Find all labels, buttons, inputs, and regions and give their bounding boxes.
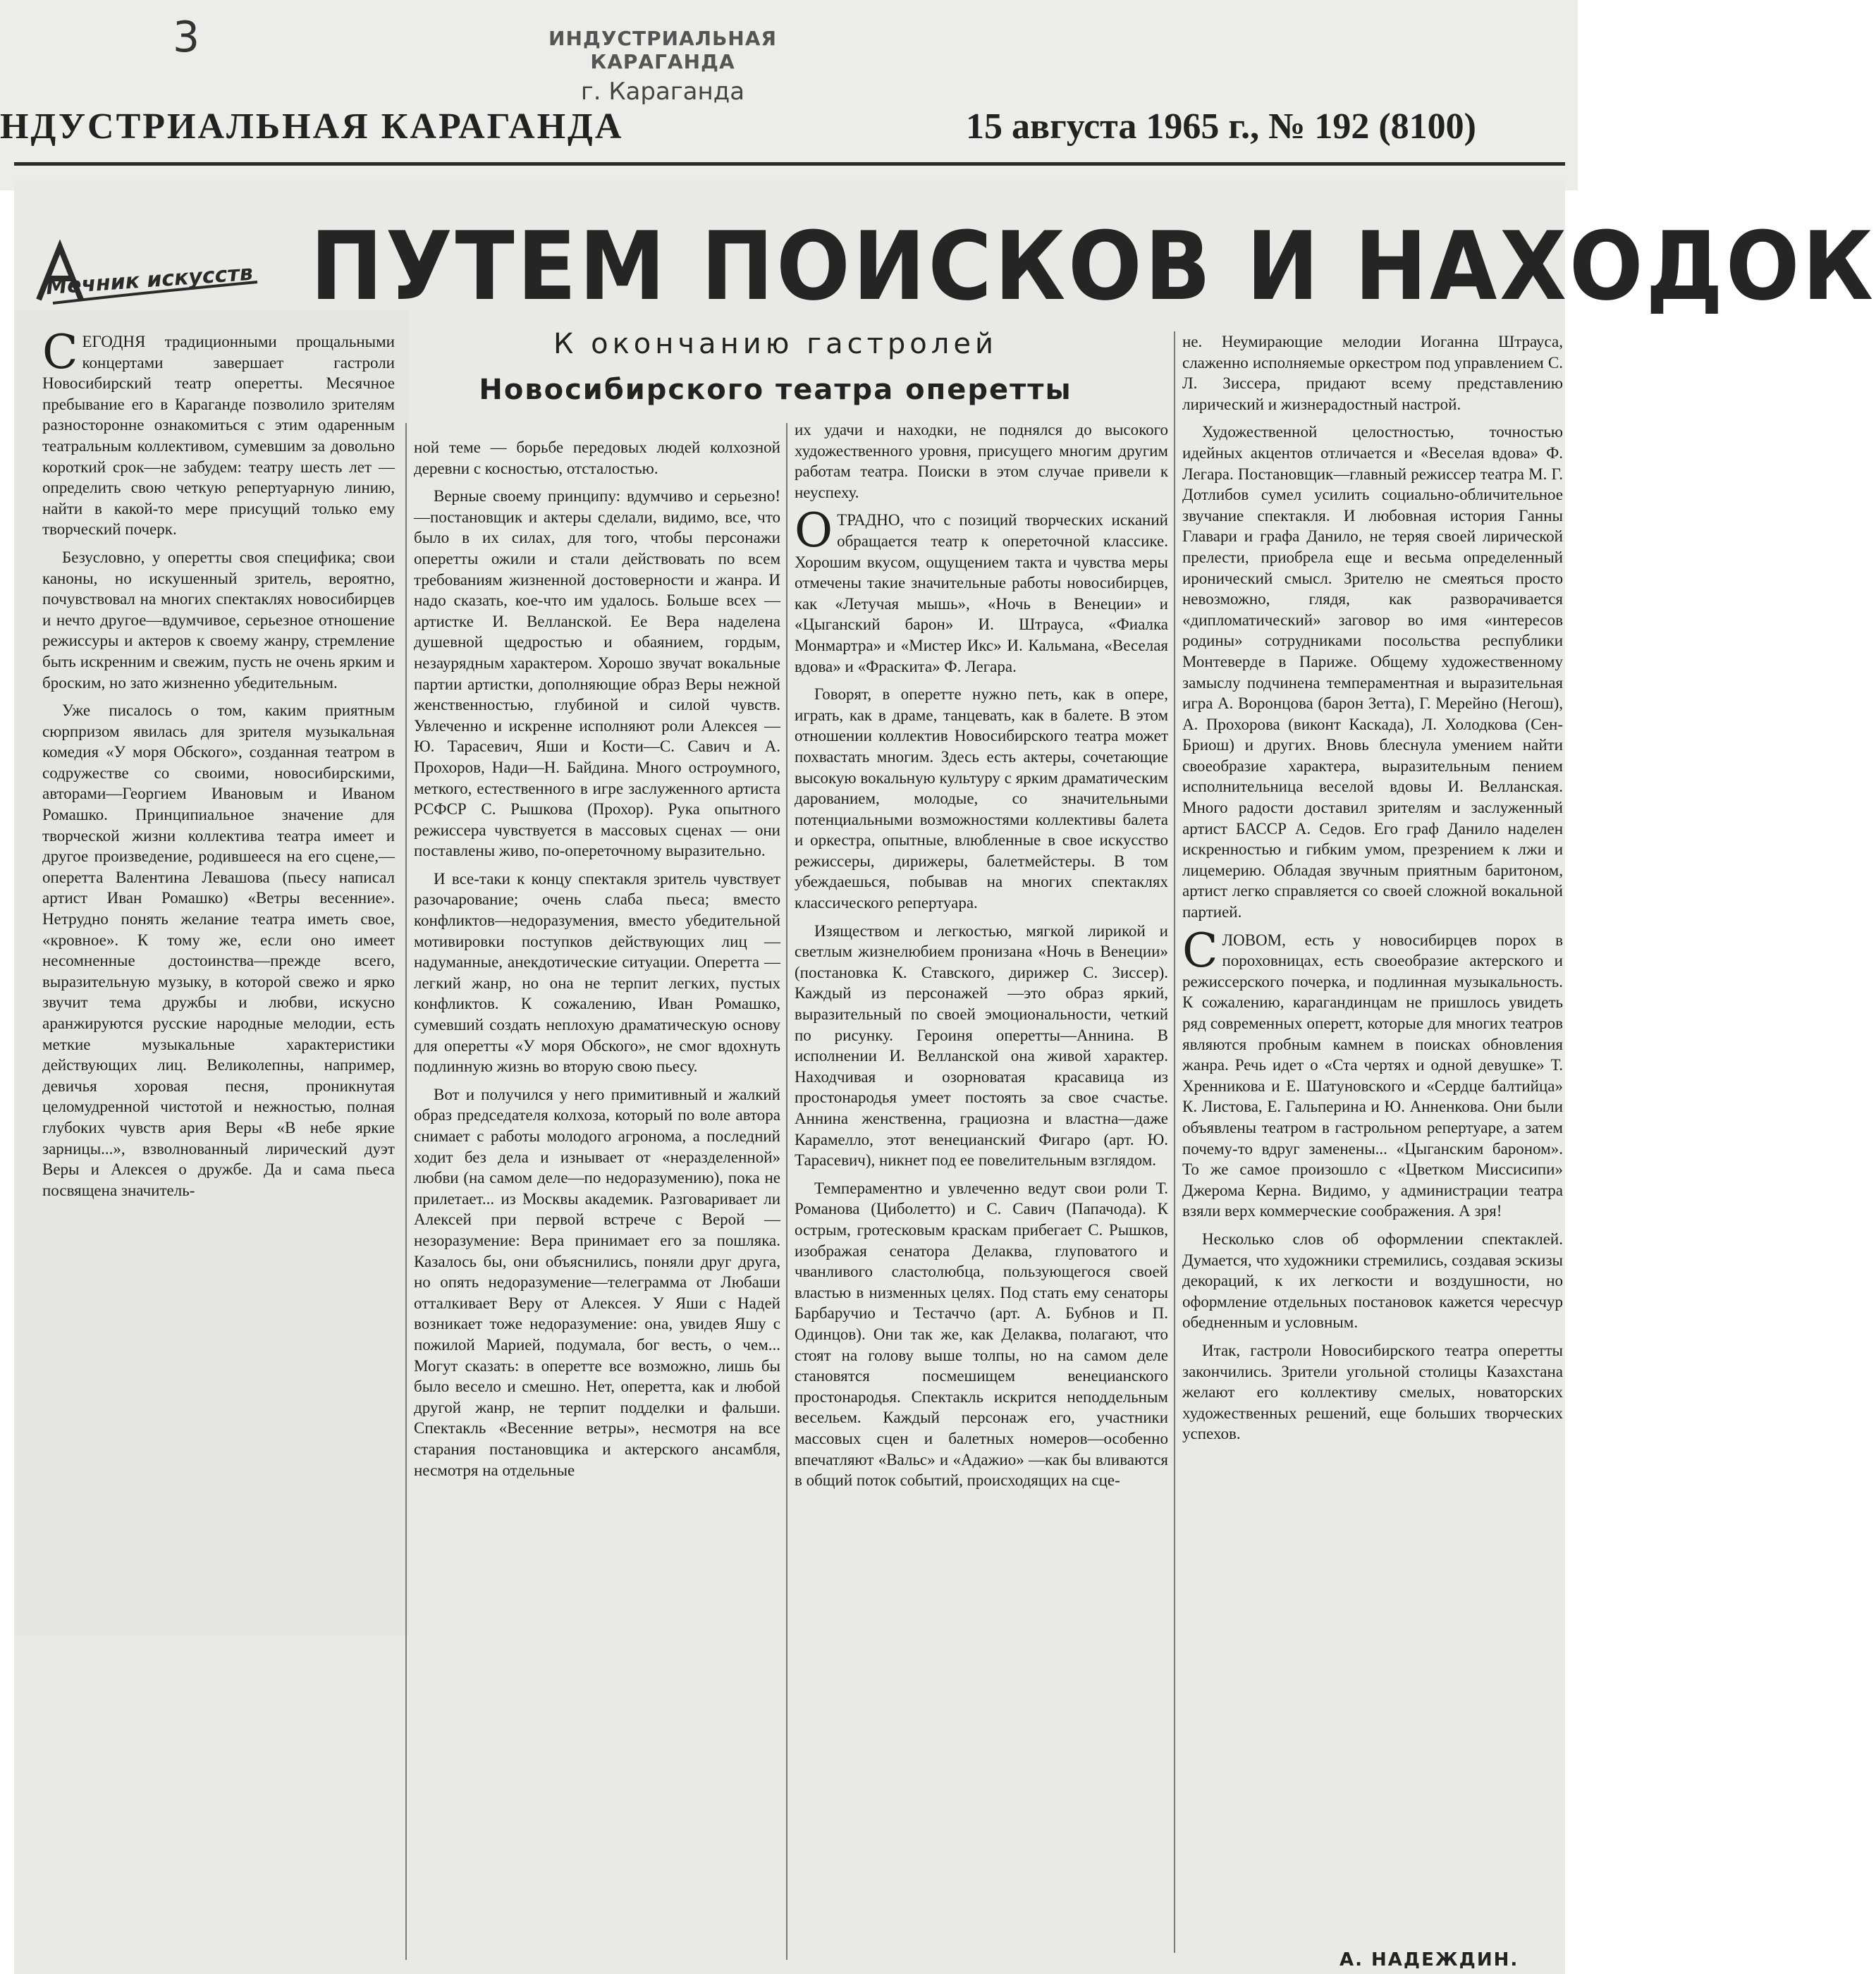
paragraph: Художественной целостностью, точностью идейных акцентов отличается и «Веселая вдова» Ф. Легара. Постановщик—главный режиссер театра М. Г. Дотлибов сумел усилить социально-обличительное звучание спектакля. И любовная история Ганны Главари и графа Данило, не теряя своей лирической прелести, приобрела еще и весьма определенный иронический смысл. Зрителю не смеяться просто невозможно, глядя, как разворачивается «дипломатический» заговор во имя «интересов родины» сотрудниками посольства республики Монтеверде в Париже. Общему художественному замыслу подчинена темпераментная и выразительная игра А. Воронцова (барон Зетта), Г. Мерейно (Негош), А. Прохорова (виконт Каскада), Л. Холодкова (Сен-Бриош) и других. Вновь блеснула умением найти своеобразие характера, выразительным пением исполнительница веселой вдовы И. Велланская. Много радости доставил зрителям и заслуженный артист БАССР А. Седов. Его граф Данило наделен искренностью и гибким умом, презрением к лжи и лицемерию. Обладая звучным приятным баритоном, артист легко справляется со своей сложной вокальной партией. [1182,423,1563,921]
newspaper-masthead: НДУСТРИАЛЬНАЯ КАРАГАНДА [0,106,624,147]
paragraph: И все-таки к концу спектакля зритель чувствует разочарование; очень слаба пьеса; вместо конфликтов—недоразумения, вместо убедительной мотивировки поступков действующих лиц — надуманные, анекдотические ситуации. Оперетта — легкий жанр, но она не терпит легких, пустых конфликтов. К сожалению, Иван Ромашко, сумевший создать неплохую драматическую основу для оперетты «У моря Обского», не смог вдохнуть подлинную жизнь во вторую свою пьесу. [414,869,780,1076]
library-stamp [515,27,811,106]
paragraph: Темпераментно и увлеченно ведут свои роли Т. Романова (Циболетто) и С. Савич (Папачода). К острым, гротесковым краскам прибегает С. Рышков, изображая сенатора Делаква, глуповатого и чванливого сластолюбца, пользующегося своей властью в низменных целях. Под стать ему сенаторы Барбаручио и Тестаччо (арт. А. Бубнов и П. Одинцов). Они так же, как Делаква, полагают, что стоят на голову выше толпы, но на самом деле становятся посмешищем венецианского простонародья. Спектакль искрится неподдельным весельем. Каждый персонаж его, участники массовых сцен и балетных номеров—особенно впечатляют «Вальс» и «Адажио» —как бы вливаются в общий поток событий, происходящих на сце- [795,1179,1168,1490]
paragraph: Говорят, в оперетте нужно петь, как в опере, играть, как в драме, танцевать, как в балете. В этом отношении коллектив Новосибирского театра может похвастать многим. Здесь есть актеры, сочетающие высокую вокальную культуру с ярким драматическим дарованием, молодые, со значительными потенциальными возможностями коллективы балета и оркестра, опытные, влюбленные в свое искусство режиссеры, дирижеры, балетмейстеры. В том убеждаешься, побывав на многих спектаклях классического репертуара. [795,685,1168,912]
article-headline: ПУТЕМ ПОИСКОВ И НАХОДОК [310,212,1876,321]
article-column-3 [795,419,1168,1956]
paragraph: СЕГОДНЯ традиционными прощальными концертами завершает гастроли Новосибирский театр оперетты. Месячное пребывание его в Караганде позволило зрителям разносторонне ознакомиться с этим одаренным театральным коллективом, сумевшим за довольно короткий срок—не забудем: театру шесть лет — определить свою четкую репертуарную линию, найти в какой-то мере присущий только ему творческий почерк. [42,325,395,539]
article-column-1 [42,325,395,1516]
article-subtitle-line-2: Новосибирского театра оперетты [479,374,1072,406]
paragraph: Безусловно, у оперетты своя специфика; свои каноны, но искушенный зритель, вероятно, почувствовал на многих спектаклях новосибирцев и нечто другое—вдумчивое, серьезное отношение режиссуры и актеров к своему жанру, стремление быть искренним и свежим, пусть не очень ярким и броским, но зато жизненно убедительным. [42,548,395,692]
issue-dateline: 15 августа 1965 г., № 192 (8100) [966,106,1476,147]
stamp-line-1: ИНДУСТРИАЛЬНАЯ КАРАГАНДА [548,27,777,73]
rubric-label: Мечник искусств [45,260,254,300]
handwritten-page-number: 3 [173,13,200,62]
column-divider [405,423,407,1960]
paragraph: ной теме — борьбе передовых людей колхозной деревни с косностью, отсталостью. [414,439,780,477]
paragraph: Изяществом и легкостью, мягкой лирикой и светлым жизнелюбием пронизана «Ночь в Венеции» (постановка К. Ставского, дирижер С. Зиссер). Каждый из персонажей —это образ яркий, выразительный по своей эмоциональности, четкий по рисунку. Героиня оперетты—Аннина. В исполнении И. Велланской она живой характер. Находчивая и озорноватая красавица из простонародья умеет постоять за свое счастье. Аннина женственна, грациозна и властна—даже Карамелло, этот венецианский Фигаро (арт. Ю. Тарасевич), никнет под ее повелительным взглядом. [795,921,1168,1170]
drop-cap: С [42,325,78,379]
paragraph: Несколько слов об оформлении спектаклей. Думается, что художники стремились, создавая эскизы декораций, к их легкости и воздушности, но оформление отдельных постановок кажется чересчур обедненным и условным. [1182,1230,1563,1332]
article-column-4 [1182,331,1563,1911]
article-subtitle-line-1: К окончанию гастролей [553,328,998,360]
paragraph: Итак, гастроли Новосибирского театра оперетты закончились. Зрители угольной столицы Казахстана желают его коллективу смелых, новаторских художественных решений, еще больших творческих успехов. [1182,1341,1563,1443]
drop-cap: С [1182,923,1218,978]
paragraph: Вот и получился у него примитивный и жалкий образ председателя колхоза, который по воле автора снимает с работы молодого агронома, а последний ходит без дела и изнывает от «неразделенной» любви (на самом деле—по недоразумению), пока не прилетает... из Москвы академик. Разговаривает ли Алексей при первой встрече с Верой — незоразумение: Вера принимает его за пошляка. Казалось бы, они объяснились, поняли друг друга, но опять недоразумение—телеграмма от Любаши отталкивает Веру от Алексея. У Яши с Надей возникает тоже недоразумение: она, увидев Яшу с пожилой Марией, подумала, бог весть, о чем... Могут сказать: в оперетте все возможно, лишь бы было весело и смешно. Нет, оперетта, как и любой другой жанр, не терпит подделки и фальши. Спектакль «Весенние ветры», несмотря на все старания постановщика и актерского ансамбля, несмотря на отдельные [414,1085,780,1479]
column-divider [786,423,787,1960]
stamp-line-2: г. Караганда [580,78,745,106]
paragraph: Уже писалось о том, каким приятным сюрпризом явилась для зрителя музыкальная комедия «У моря Обского», созданная театром в содружестве со своими, новосибирскими, авторами—Георгием Ивановым и Иваном Ромашко. Принципиальное значение для творческой жизни коллектива театра имеет и другое произведение, родившееся на его сцене,—оперетта Валентина Левашова (пьесу написал артист Иван Ромашко) «Ветры весенние». Нетрудно понять желание театра иметь свое, «кровное». К тому же, если оно имеет несомненные достоинства—прежде всего, выразительную музыку, в которой свежо и ярко звучит тема дружбы и любви, искусно аранжируются русские народные мелодии, есть меткие музыкальные характеристики действующих лиц. Великолепны, например, девичья хоровая песня, проникнутая целомудренной чистотой и нежностью, полная глубоких чувств ария Веры «В небе яркие зарницы...», взволнованный лирический дуэт Веры и Алексея о дружбе. Да и сама пьеса посвящена значитель- [42,701,395,1199]
paragraph: их удачи и находки, не поднялся до высокого художественного уровня, присущего многим другим работам театра. Поиски в этом случае привели к неуспеху. [795,421,1168,501]
article-column-2 [414,437,780,1953]
column-divider [1174,331,1175,1953]
drop-cap: О [795,503,833,558]
paragraph: ОТРАДНО, что с позиций творческих исканий обращается театр к опереточной классике. Хорошим вкусом, ощущением такта и чувства меры отмечены такие значительные работы новосибирцев, как «Летучая мышь», «Ночь в Венеции» и «Цыганский барон» И. Штрауса, «Фиалка Монмартра» и «Мистер Икс» И. Кальмана, «Веселая вдова» и «Фраскита» Ф. Легара. [795,503,1168,675]
paragraph: не. Неумирающие мелодии Иоганна Штрауса, слаженно исполняемые оркестром под управлением С. Л. Зиссера, придают всему представлению лирический и жизнерадостный настрой. [1182,333,1563,413]
author-signature: А. НАДЕЖДИН. [1339,1949,1519,1970]
paragraph: Верные своему принципу: вдумчиво и серьезно!—постановщик и актеры сделали, видимо, все, что было в их силах, для того, чтобы персонажи оперетты ожили и стали действовать по всем требованиям жизненной достоверности и жанра. И надо сказать, кое-что им удалось. Больше всех — артистке И. Велланской. Ее Вера наделена душевной щедростью и обаянием, гордым, незаурядным характером. Хорошо звучат вокальные партии артистки, дополняющие образ Веры нежной женственностью, глубиной и силой чувств. Увлеченно и искренне исполняют роли Алексея — Ю. Тарасевич, Яши и Кости—С. Савич и А. Прохоров, Нади—Н. Байдина. Много остроумного, меткого, естественного в игре заслуженного артиста РСФСР С. Рышкова (Прохор). Рука опытного режиссера чувствуется в массовых сценах — они поставлены живо, по-опереточному выразительно. [414,487,780,860]
paragraph: СЛОВОМ, есть у новосибирцев порох в пороховницах, есть своеобразие актерского и режиссерского почерка, и подлинная музыкальность. К сожалению, карагандинцам не пришлось увидеть ряд современных оперетт, которые для многих театров являются пробным камнем в поисках обновления жанра. Речь идет о «Ста чертях и одной девушке» Т. Хренникова и Е. Шатуновского и «Сердце балтийца» К. Листова, Е. Гальперина и Ю. Анненкова. Они были объявлены театром в гастрольном репертуаре, а затем почему-то вдруг заменены... «Цыганским бароном». То же самое произошло с «Цветком Миссисипи» Джерома Керна. Видимо, у администрации театра взяли верх коммерческие соображения. А зря! [1182,923,1563,1220]
masthead-rule [14,162,1565,166]
